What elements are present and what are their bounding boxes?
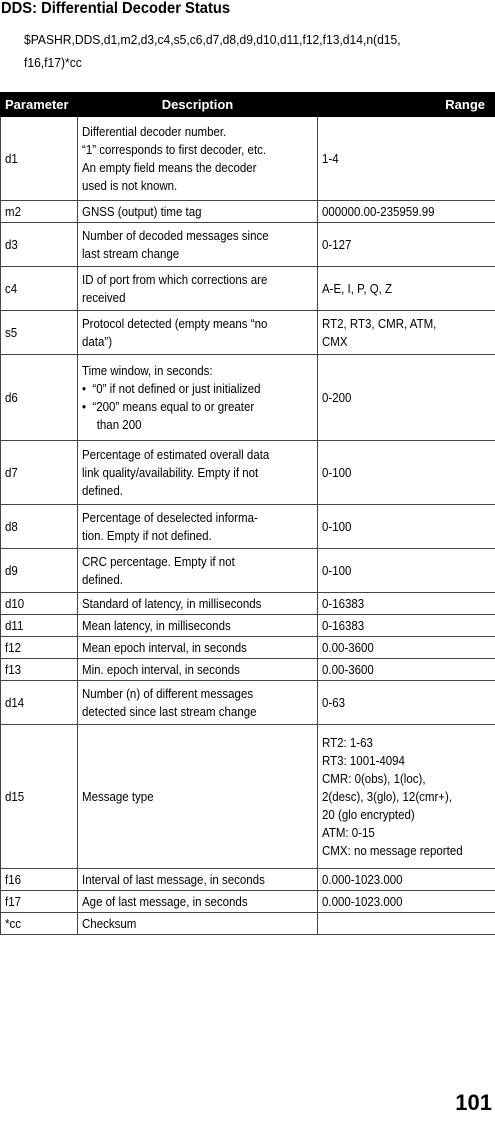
range-cell: RT2: 1-63 RT3: 1001-4094 CMR: 0(obs), 1(loc), 2(desc), 3(glo), 12(cmr+), 20 (glo encrypted) ATM: 0-15 CMX: no message reported bbox=[318, 725, 495, 869]
bullet-icon: • bbox=[82, 399, 87, 414]
range-cell bbox=[318, 913, 495, 935]
param-cell: d10 bbox=[1, 593, 78, 615]
desc-cell: CRC percentage. Empty if not defined. bbox=[78, 549, 318, 593]
desc-cell: Mean latency, in milliseconds bbox=[78, 615, 318, 637]
param-cell: d1 bbox=[1, 117, 78, 201]
table-row bbox=[1, 637, 495, 659]
range-cell: 0.000-1023.000 bbox=[318, 869, 495, 891]
range-cell: 0-127 bbox=[318, 223, 495, 267]
table-row bbox=[1, 311, 495, 355]
bullet-icon: • bbox=[82, 381, 87, 396]
range-cell: 0.00-3600 bbox=[318, 659, 495, 681]
param-cell: d8 bbox=[1, 505, 78, 549]
desc-cell: Message type bbox=[78, 725, 318, 869]
param-cell: *cc bbox=[1, 913, 78, 935]
table-row bbox=[1, 891, 495, 913]
table-row bbox=[1, 913, 495, 935]
page-number: 101 bbox=[455, 1090, 492, 1115]
desc-cell: Standard of latency, in milliseconds bbox=[78, 593, 318, 615]
range-cell: RT2, RT3, CMR, ATM, CMX bbox=[318, 311, 495, 355]
desc-cell: Differential decoder number. “1” corresponds to first decoder, etc. An empty field means the decoder used is not known. bbox=[78, 117, 318, 201]
param-cell: s5 bbox=[1, 311, 78, 355]
desc-cell: ID of port from which corrections are received bbox=[78, 267, 318, 311]
param-cell: d11 bbox=[1, 615, 78, 637]
table-row bbox=[1, 201, 495, 223]
desc-cell: Age of last message, in seconds bbox=[78, 891, 318, 913]
table-header-row bbox=[1, 93, 495, 117]
desc-cell: Mean epoch interval, in seconds bbox=[78, 637, 318, 659]
desc-cell: Time window, in seconds: • “0” if not defined or just initialized • “200” means equal to or greater than 200 bbox=[78, 355, 318, 441]
syntax-line-1: $PASHR,DDS,d1,m2,d3,c4,s5,c6,d7,d8,d9,d10,d11,f12,f13,d14,n(d15, bbox=[24, 32, 401, 47]
param-cell: d7 bbox=[1, 441, 78, 505]
param-cell: c4 bbox=[1, 267, 78, 311]
bullet-item: • “0” if not defined or just initialized bbox=[82, 381, 261, 396]
page-title: DDS: Differential Decoder Status bbox=[1, 0, 231, 17]
range-cell: 0.00-3600 bbox=[318, 637, 495, 659]
table-row bbox=[1, 615, 495, 637]
param-cell: f13 bbox=[1, 659, 78, 681]
table-row bbox=[1, 267, 495, 311]
desc-cell: Number of decoded messages since last stream change bbox=[78, 223, 318, 267]
parameter-table bbox=[0, 92, 495, 935]
range-cell: 1-4 bbox=[318, 117, 495, 201]
param-cell: d15 bbox=[1, 725, 78, 869]
table-row bbox=[1, 869, 495, 891]
param-cell: f12 bbox=[1, 637, 78, 659]
param-cell: d9 bbox=[1, 549, 78, 593]
desc-cell: Min. epoch interval, in seconds bbox=[78, 659, 318, 681]
desc-cell: Checksum bbox=[78, 913, 318, 935]
range-cell: 0-100 bbox=[318, 441, 495, 505]
table-row bbox=[1, 659, 495, 681]
range-cell: 0.000-1023.000 bbox=[318, 891, 495, 913]
desc-cell: Percentage of estimated overall data link quality/availability. Empty if not defined. bbox=[78, 441, 318, 505]
table-row bbox=[1, 593, 495, 615]
param-cell: d3 bbox=[1, 223, 78, 267]
header-parameter: Parameter bbox=[1, 93, 78, 117]
command-syntax bbox=[24, 28, 452, 74]
bullet-item: • “200” means equal to or greater bbox=[82, 399, 255, 414]
range-cell: 000000.00-235959.99 bbox=[318, 201, 495, 223]
table-row bbox=[1, 441, 495, 505]
range-cell: 0-16383 bbox=[318, 593, 495, 615]
header-description: Description bbox=[78, 93, 318, 117]
range-cell: 0-63 bbox=[318, 681, 495, 725]
table-row bbox=[1, 505, 495, 549]
param-cell: d6 bbox=[1, 355, 78, 441]
param-cell: f16 bbox=[1, 869, 78, 891]
table-row bbox=[1, 681, 495, 725]
header-range: Range bbox=[318, 93, 495, 117]
param-cell: f17 bbox=[1, 891, 78, 913]
range-cell: 0-200 bbox=[318, 355, 495, 441]
desc-cell: Number (n) of different messages detected since last stream change bbox=[78, 681, 318, 725]
table-row bbox=[1, 355, 495, 441]
range-cell: 0-16383 bbox=[318, 615, 495, 637]
param-cell: d14 bbox=[1, 681, 78, 725]
range-cell: 0-100 bbox=[318, 549, 495, 593]
table-row bbox=[1, 549, 495, 593]
desc-cell: GNSS (output) time tag bbox=[78, 201, 318, 223]
range-cell: 0-100 bbox=[318, 505, 495, 549]
table-row bbox=[1, 223, 495, 267]
desc-cell: Percentage of deselected informa- tion. Empty if not defined. bbox=[78, 505, 318, 549]
table-row bbox=[1, 725, 495, 869]
desc-cell: Interval of last message, in seconds bbox=[78, 869, 318, 891]
range-cell: A-E, I, P, Q, Z bbox=[318, 267, 495, 311]
desc-cell: Protocol detected (empty means “no data”) bbox=[78, 311, 318, 355]
param-cell: m2 bbox=[1, 201, 78, 223]
syntax-line-2: f16,f17)*cc bbox=[24, 55, 82, 70]
table-row bbox=[1, 117, 495, 201]
